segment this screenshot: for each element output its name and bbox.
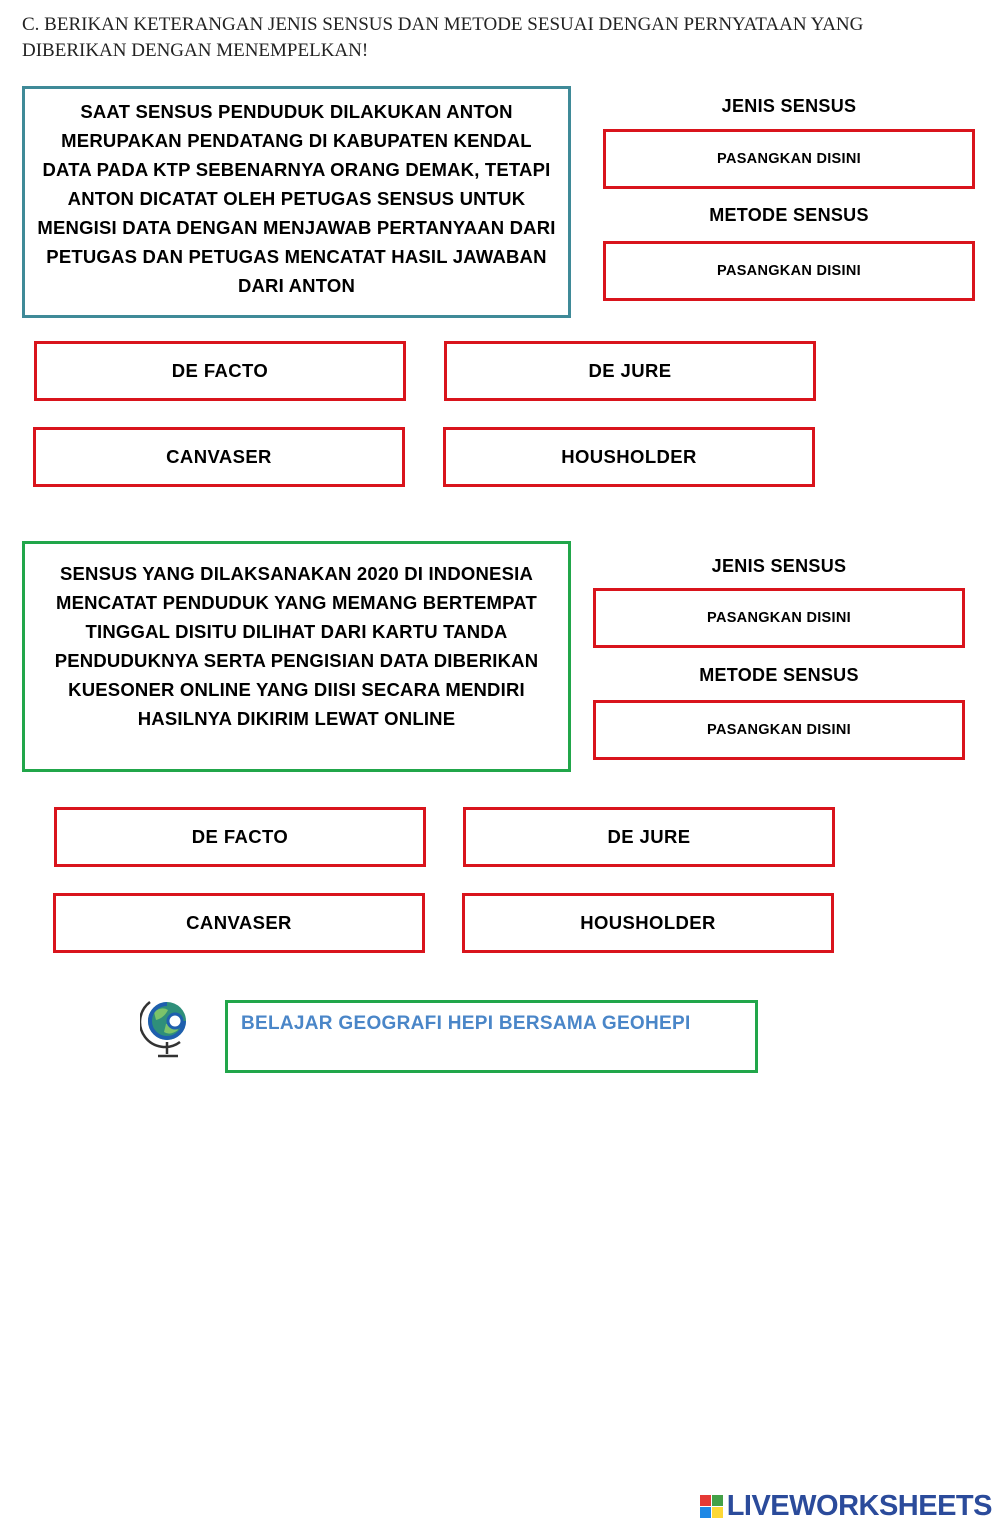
jenis-sensus-label-1: JENIS SENSUS — [721, 96, 857, 116]
scenario-box-1 — [22, 86, 571, 318]
globe-logo-icon — [140, 994, 196, 1060]
footer-box — [225, 1000, 758, 1073]
liveworksheets-brand — [700, 1488, 992, 1524]
scenario-text-1: SAAT SENSUS PENDUDUK DILAKUKAN ANTON MERUPAKAN PENDATANG DI KABUPATEN KENDAL DATA PADA KTP SEBENARNYA ORANG DEMAK, TETAPI ANTON DICATAT OLEH PETUGAS SENSUS UNTUK MENGISI DATA DENGAN MENJAWAB PERTANYAAN DARI PETUGAS DAN PETUGAS MENCATAT HASIL JAWABAN DARI ANTON — [37, 101, 556, 296]
option-housholder-2[interactable]: HOUSHOLDER — [462, 893, 834, 953]
jenis-sensus-dropzone-1[interactable]: PASANGKAN DISINI — [603, 129, 975, 189]
jenis-sensus-dropzone-2[interactable]: PASANGKAN DISINI — [593, 588, 965, 648]
metode-sensus-label-2: METODE SENSUS — [699, 665, 859, 685]
option-housholder-1[interactable]: HOUSHOLDER — [443, 427, 815, 487]
instruction-text: C. BERIKAN KETERANGAN JENIS SENSUS DAN METODE SESUAI DENGAN PERNYATAAN YANG DIBERIKAN DENGAN MENEMPELKAN! — [22, 14, 864, 61]
metode-sensus-dropzone-1[interactable]: PASANGKAN DISINI — [603, 241, 975, 301]
option-de-jure-2[interactable]: DE JURE — [463, 807, 835, 867]
option-canvaser-2[interactable]: CANVASER — [53, 893, 425, 953]
scenario-box-2 — [22, 541, 571, 772]
jenis-sensus-label-2: JENIS SENSUS — [711, 556, 847, 576]
metode-sensus-label-1: METODE SENSUS — [709, 205, 869, 225]
option-canvaser-1[interactable]: CANVASER — [33, 427, 405, 487]
liveworksheets-logo-icon — [700, 1495, 723, 1518]
option-de-facto-1[interactable]: DE FACTO — [34, 341, 406, 401]
scenario-text-2: SENSUS YANG DILAKSANAKAN 2020 DI INDONESIA MENCATAT PENDUDUK YANG MEMANG BERTEMPAT TINGGAL DISITU DILIHAT DARI KARTU TANDA PENDUDUKNYA SERTA PENGISIAN DATA DIBERIKAN KUESONER ONLINE YANG DIISI SECARA MENDIRI HASILNYA DIKIRIM LEWAT ONLINE — [54, 563, 539, 729]
option-de-facto-2[interactable]: DE FACTO — [54, 807, 426, 867]
option-de-jure-1[interactable]: DE JURE — [444, 341, 816, 401]
footer-text: BELAJAR GEOGRAFI HEPI BERSAMA GEOHEPI — [241, 1013, 691, 1034]
brand-text: LIVEWORKSHEETS — [726, 1489, 992, 1522]
metode-sensus-dropzone-2[interactable]: PASANGKAN DISINI — [593, 700, 965, 760]
